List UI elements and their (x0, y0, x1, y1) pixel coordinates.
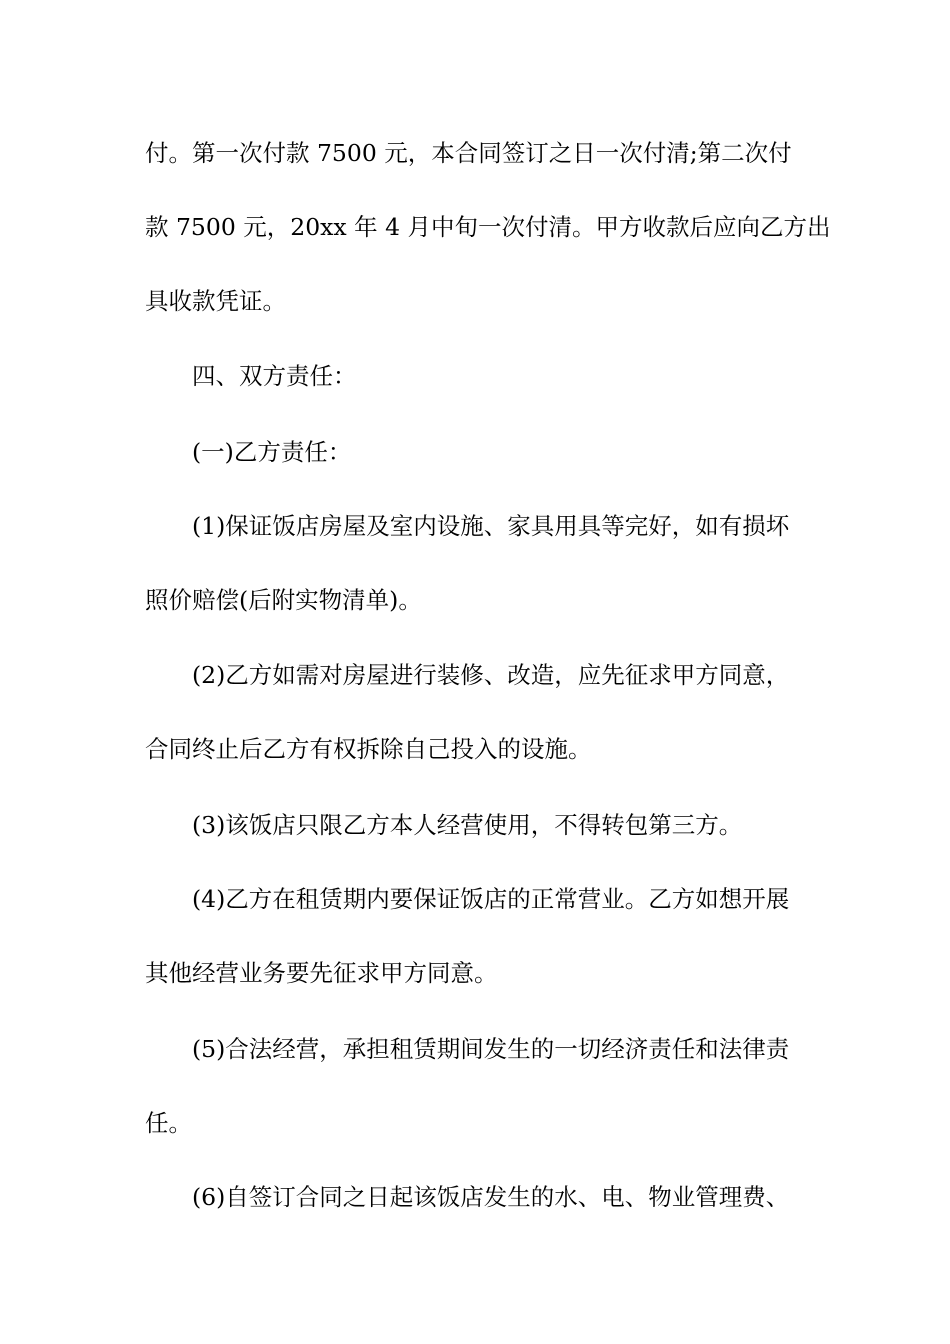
text-line: (1)保证饭店房屋及室内设施、家具用具等完好，如有损坏 (192, 512, 790, 540)
text-line: 合同终止后乙方有权拆除自己投入的设施。 (145, 735, 592, 763)
text-line: (6)自签订合同之日起该饭店发生的水、电、物业管理费、 (192, 1183, 790, 1211)
text-line: 其他经营业务要先征求甲方同意。 (145, 959, 498, 987)
text-line: (5)合法经营，承担租赁期间发生的一切经济责任和法律责 (192, 1035, 790, 1063)
subsection-heading: (一)乙方责任： (192, 438, 352, 466)
text-line: 付。第一次付款 7500 元，本合同签订之日一次付清;第二次付 (145, 139, 792, 167)
text-line: 款 7500 元，20xx 年 4 月中旬一次付清。甲方收款后应向乙方出 (145, 213, 831, 241)
text-line: 照价赔偿(后附实物清单)。 (145, 586, 422, 614)
text-line: 具收款凭证。 (145, 287, 286, 315)
text-line: 任。 (145, 1109, 192, 1137)
text-line: (4)乙方在租赁期内要保证饭店的正常营业。乙方如想开展 (192, 885, 790, 913)
text-line: (3)该饭店只限乙方本人经营使用，不得转包第三方。 (192, 811, 743, 839)
text-line: (2)乙方如需对房屋进行装修、改造，应先征求甲方同意， (192, 661, 790, 689)
section-heading: 四、双方责任： (192, 362, 357, 390)
